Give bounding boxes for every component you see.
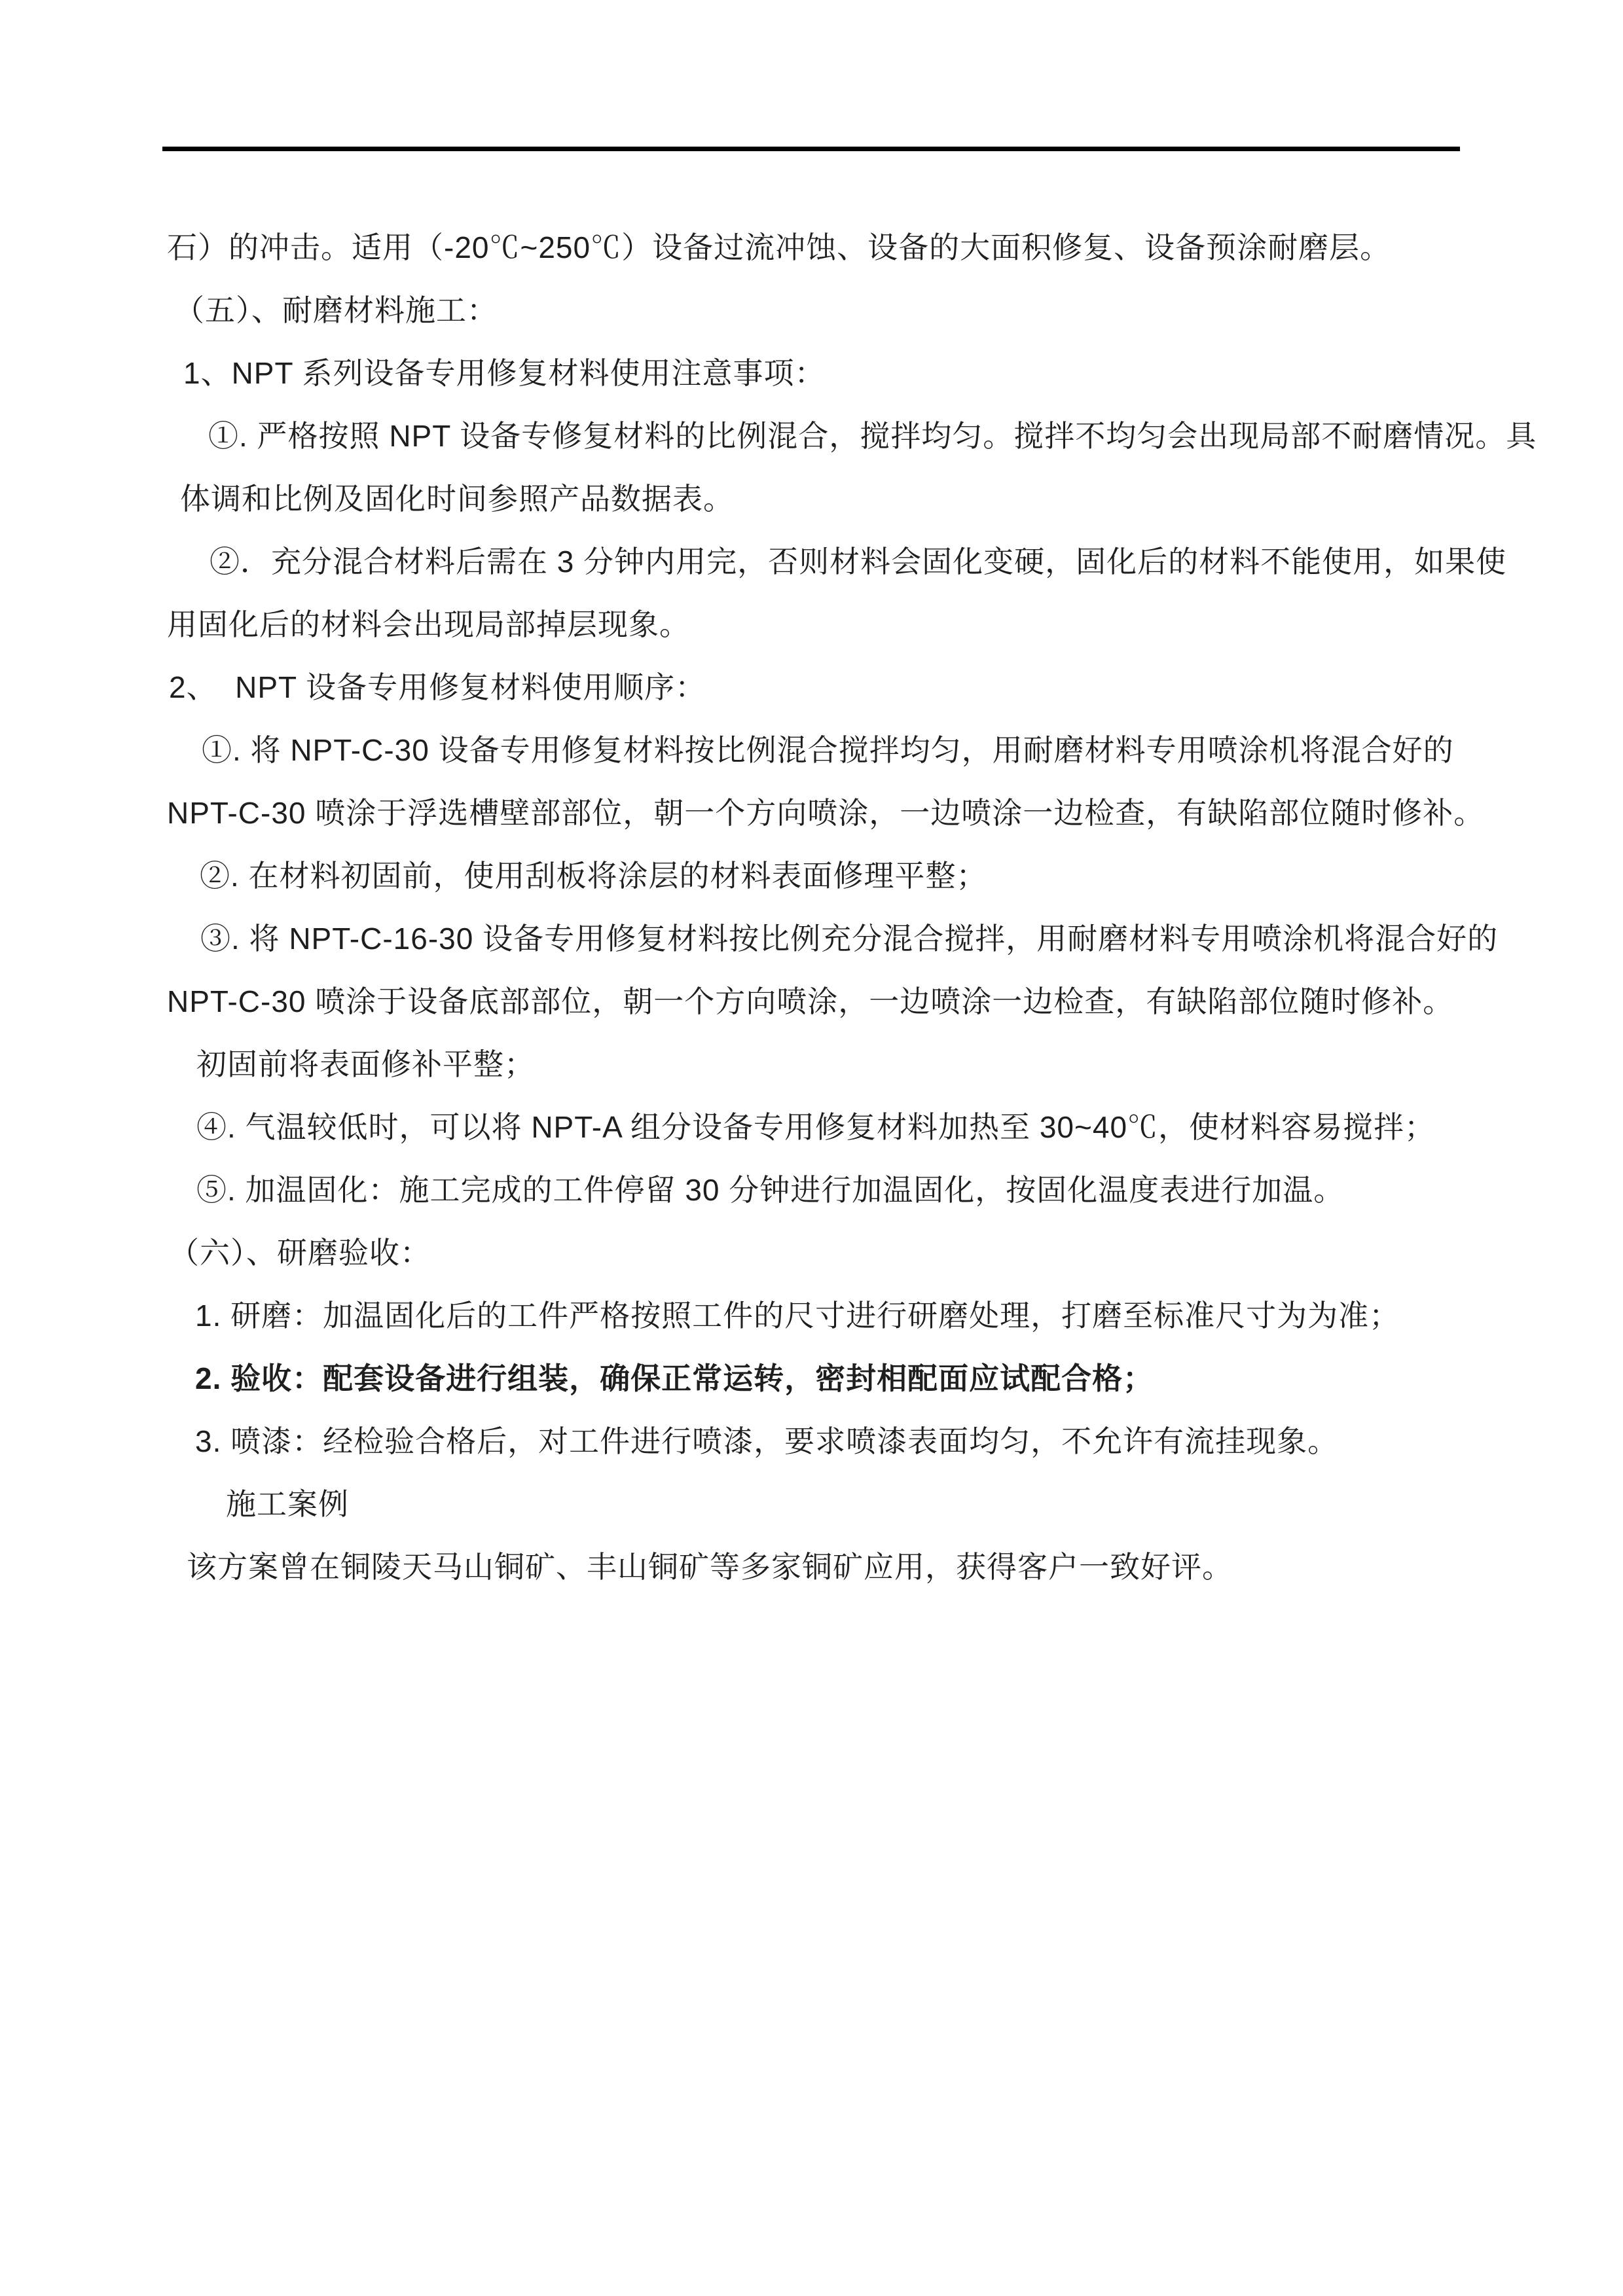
acceptance-item-2-line: 2. 验收：配套设备进行组装，确保正常运转，密封相配面应试配合格； — [195, 1361, 1154, 1395]
step-1-line: ①. 严格按照 NPT 设备专修复材料的比例混合，搅拌均匀。搅拌不均匀会出现局部不耐磨情况。具 — [208, 419, 1537, 453]
section-6-heading: （六）、研磨验收： — [169, 1236, 431, 1270]
sequence-step-4-line: ④. 气温较低时，可以将 NPT-A 组分设备专用修复材料加热至 30~40℃，使材料容易搅拌； — [196, 1110, 1436, 1144]
numbered-item-1-heading: 1、NPT 系列设备专用修复材料使用注意事项： — [183, 356, 826, 390]
case-study-paragraph-line: 该方案曾在铜陵天马山铜矿、丰山铜矿等多家铜矿应用，获得客户一致好评。 — [187, 1550, 1233, 1584]
sequence-step-3-ending-line: 初固前将表面修补平整； — [196, 1047, 535, 1081]
step-2-continuation-line: 用固化后的材料会出现局部掉层现象。 — [167, 607, 690, 641]
numbered-item-2-heading: 2、 NPT 设备专用修复材料使用顺序： — [169, 670, 706, 704]
header-divider — [162, 147, 1460, 151]
case-study-heading: 施工案例 — [226, 1487, 349, 1521]
sequence-step-5-line: ⑤. 加温固化：施工完成的工件停留 30 分钟进行加温固化，按固化温度表进行加温。 — [196, 1173, 1345, 1207]
sequence-step-2-line: ②. 在材料初固前，使用刮板将涂层的材料表面修理平整； — [200, 859, 987, 893]
sequence-step-1-continuation-line: NPT-C-30 喷涂于浮选槽壁部部位，朝一个方向喷涂，一边喷涂一边检查，有缺陷部位随时修补。 — [167, 796, 1485, 830]
step-1-continuation-line: 体调和比例及固化时间参照产品数据表。 — [180, 482, 734, 516]
paragraph-continuation-line: 石）的冲击。适用（-20℃~250℃）设备过流冲蚀、设备的大面积修复、设备预涂耐磨层。 — [167, 230, 1391, 264]
sequence-step-3-line: ③. 将 NPT-C-16-30 设备专用修复材料按比例充分混合搅拌，用耐磨材料专用喷涂机将混合好的 — [200, 922, 1499, 956]
sequence-step-1-line: ①. 将 NPT-C-30 设备专用修复材料按比例混合搅拌均匀，用耐磨材料专用喷涂机将混合好的 — [202, 733, 1454, 767]
sequence-step-3-continuation-line: NPT-C-30 喷涂于设备底部部位，朝一个方向喷涂，一边喷涂一边检查，有缺陷部位随时修补。 — [167, 984, 1454, 1018]
acceptance-item-1-line: 1. 研磨：加温固化后的工件严格按照工件的尺寸进行研磨处理，打磨至标准尺寸为为准； — [195, 1299, 1400, 1333]
document-body — [0, 216, 1623, 1598]
acceptance-item-3-line: 3. 喷漆：经检验合格后，对工件进行喷漆，要求喷漆表面均匀，不允许有流挂现象。 — [195, 1424, 1339, 1458]
step-2-line: ②．充分混合材料后需在 3 分钟内用完，否则材料会固化变硬，固化后的材料不能使用，如果使 — [210, 545, 1507, 579]
section-5-heading: （五）、耐磨材料施工： — [174, 293, 498, 327]
